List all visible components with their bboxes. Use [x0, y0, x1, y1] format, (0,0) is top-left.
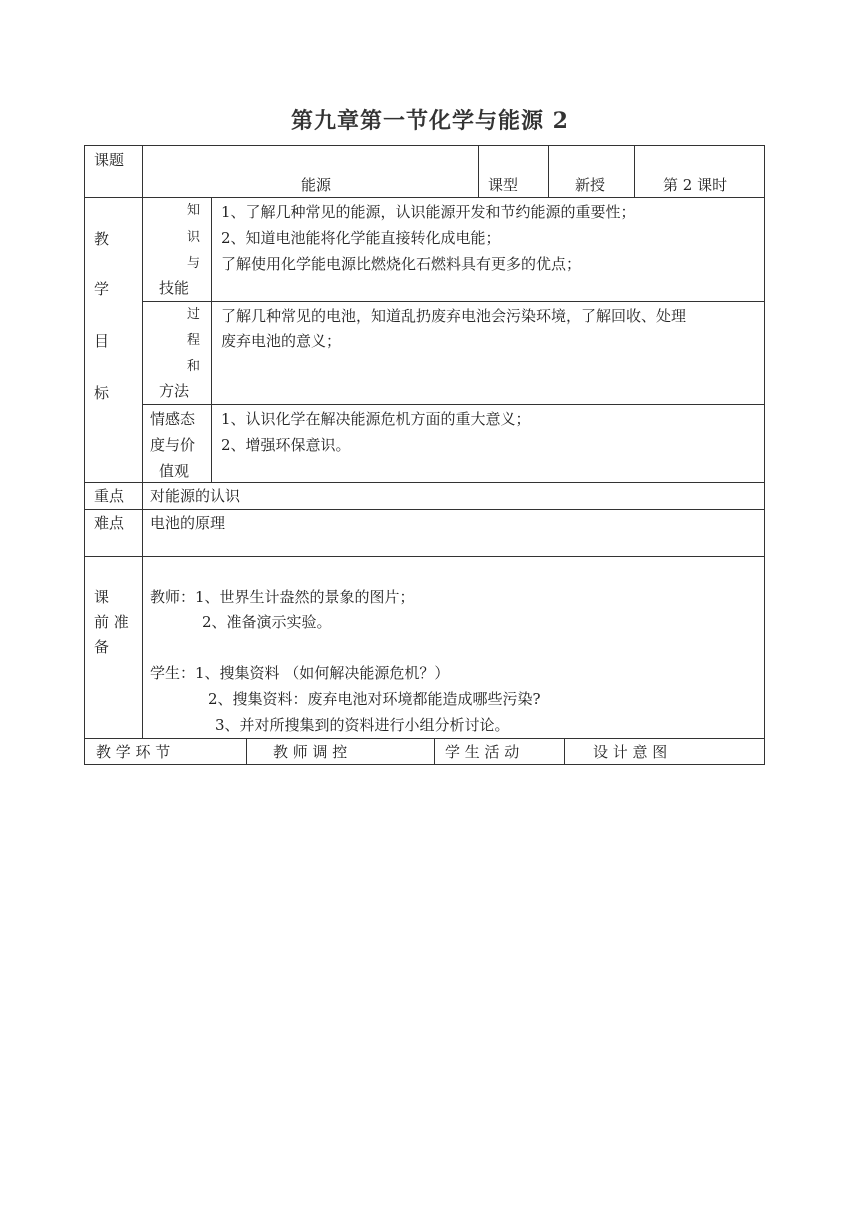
emotion-line: 1、认识化学在解决能源危机方面的重大意义； — [221, 410, 531, 428]
difficulty-label: 难点 — [94, 514, 125, 532]
col-divider — [478, 145, 479, 197]
knowledge-label-last: 技能 — [159, 279, 190, 297]
emotion-label-line: 值观 — [159, 462, 190, 480]
knowledge-label-char: 与 — [187, 256, 201, 271]
row-divider — [84, 509, 765, 510]
objectives-label-char: 教 — [94, 230, 110, 248]
knowledge-line: 1、了解几种常见的能源，认识能源开发和节约能源的重要性； — [221, 203, 636, 221]
col-divider — [211, 197, 212, 482]
student-prep-line: 学生：1、搜集资料 （如何解决能源危机？） — [150, 664, 450, 682]
page-title: 第九章第一节化学与能源 2 — [291, 108, 569, 134]
footer-header-design-intent: 设 计 意 图 — [593, 743, 668, 761]
process-line: 废弃电池的意义； — [221, 332, 342, 350]
row-divider — [84, 197, 765, 198]
col-divider — [142, 145, 143, 738]
prep-label-line: 前 准 — [94, 613, 129, 631]
row-divider — [84, 482, 765, 483]
col-divider — [548, 145, 549, 197]
footer-header-student-activity: 学 生 活 动 — [445, 743, 520, 761]
emotion-label-line: 度与价 — [150, 436, 196, 454]
difficulty-value: 电池的原理 — [150, 514, 226, 532]
prep-label-line: 备 — [94, 638, 110, 656]
lesson-type-label: 课型 — [488, 176, 519, 194]
row-divider — [211, 301, 765, 302]
row-divider — [84, 556, 765, 557]
topic-label: 课题 — [94, 151, 125, 169]
emotion-line: 2、增强环保意识。 — [221, 436, 351, 454]
process-label-char: 程 — [187, 333, 201, 348]
knowledge-label-char: 知 — [187, 203, 201, 218]
col-divider — [634, 145, 635, 197]
process-label-char: 过 — [187, 307, 201, 322]
col-divider — [434, 738, 435, 765]
objectives-label-char: 目 — [94, 332, 110, 350]
prep-label-line: 课 — [94, 588, 110, 606]
row-divider — [142, 404, 765, 405]
student-prep-line: 2、搜集资料：废弃电池对环境都能造成哪些污染? — [208, 690, 541, 708]
teacher-prep-line: 教师：1、世界生计盎然的景象的图片； — [150, 588, 415, 606]
knowledge-line: 了解使用化学能电源比燃烧化石燃料具有更多的优点； — [221, 255, 582, 273]
objectives-label-char: 标 — [94, 384, 110, 402]
process-label-char: 和 — [187, 359, 201, 374]
topic-value: 能源 — [301, 176, 332, 194]
teacher-prep-line: 2、准备演示实验。 — [202, 613, 332, 631]
col-divider — [564, 738, 565, 765]
objectives-label-char: 学 — [94, 280, 110, 298]
key-point-value: 对能源的认识 — [150, 487, 241, 505]
col-divider — [246, 738, 247, 765]
emotion-label-line: 情感态 — [150, 410, 196, 428]
process-line: 了解几种常见的电池，知道乱扔废弃电池会污染环境，了解回收、处理 — [221, 307, 687, 325]
row-divider — [84, 738, 765, 739]
footer-header-teaching-stage: 教 学 环 节 — [96, 743, 171, 761]
knowledge-label-char: 识 — [187, 230, 201, 245]
period-label: 第 2 课时 — [663, 176, 728, 194]
process-label-last: 方法 — [159, 382, 190, 400]
key-point-label: 重点 — [94, 487, 125, 505]
lesson-type-value: 新授 — [575, 176, 606, 194]
student-prep-line: 3、并对所搜集到的资料进行小组分析讨论。 — [215, 716, 510, 734]
knowledge-line: 2、知道电池能将化学能直接转化成电能； — [221, 229, 501, 247]
footer-header-teacher-control: 教 师 调 控 — [273, 743, 348, 761]
row-divider — [142, 301, 211, 302]
